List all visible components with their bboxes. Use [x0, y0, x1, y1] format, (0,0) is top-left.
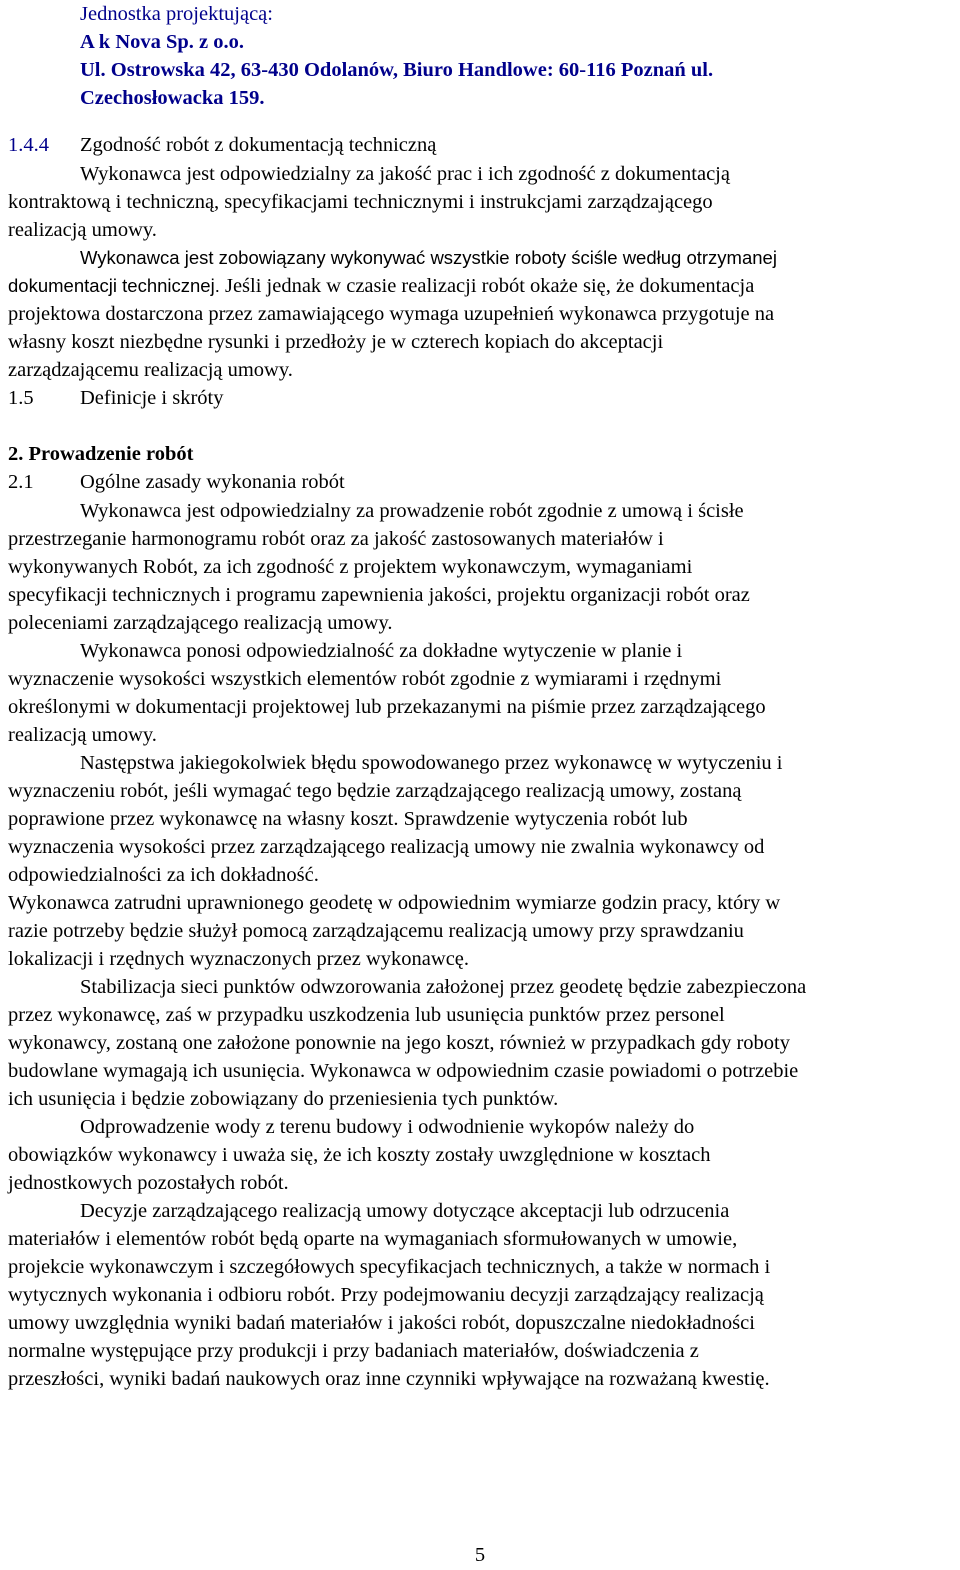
- paragraph-line: przez wykonawcę, zaś w przypadku uszkodzenia lub usunięcia punktów przez personel: [8, 1004, 725, 1026]
- header-label: Jednostka projektującą:: [80, 3, 273, 25]
- paragraph-line: Wykonawca jest odpowiedzialny za prowadzenie robót zgodnie z umową i ścisłe: [80, 500, 744, 522]
- paragraph-line: wytycznych wykonania i odbioru robót. Przy podejmowaniu decyzji zarządzający realizacją: [8, 1284, 764, 1306]
- paragraph-line: projekcie wykonawczym i szczegółowych specyfikacjach technicznych, a także w normach i: [8, 1256, 771, 1278]
- paragraph-line: przeszłości, wyniki badań naukowych oraz inne czynniki wpływające na rozważaną kwestię.: [8, 1368, 770, 1390]
- paragraph-line: realizacją umowy.: [8, 724, 157, 746]
- paragraph-line: Następstwa jakiegokolwiek błędu spowodowanego przez wykonawcę w wytyczeniu i: [80, 752, 783, 774]
- paragraph-line: specyfikacji technicznych i programu zapewnienia jakości, projektu organizacji robót oraz: [8, 584, 750, 606]
- paragraph-line: lokalizacji i rzędnych wyznaczonych przez wykonawcę.: [8, 948, 470, 970]
- paragraph-line: Wykonawca jest zobowiązany wykonywać wszystkie roboty ściśle według otrzymanej: [80, 247, 777, 268]
- header-address-line1: Ul. Ostrowska 42, 63-430 Odolanów, Biuro Handlowe: 60-116 Poznań ul.: [80, 59, 714, 81]
- section-2-1-number: 2.1: [8, 471, 34, 493]
- paragraph-line: przestrzeganie harmonogramu robót oraz za jakość zastosowanych materiałów i: [8, 528, 664, 550]
- header-address-line2: Czechosłowacka 159.: [80, 87, 265, 109]
- paragraph-line: odpowiedzialności za ich dokładność.: [8, 864, 319, 886]
- paragraph-line: wyznaczenie wysokości wszystkich elementów robót zgodnie z wymiarami i rzędnymi: [8, 668, 722, 690]
- paragraph-line: materiałów i elementów robót będą oparte na wymaganiach sformułowanych w umowie,: [8, 1228, 738, 1250]
- paragraph-line: razie potrzeby będzie służył pomocą zarządzającemu realizacją umowy przy sprawdzaniu: [8, 920, 744, 942]
- paragraph-line: poleceniami zarządzającego realizacją umowy.: [8, 612, 393, 634]
- section-2-heading: 2. Prowadzenie robót: [8, 443, 194, 465]
- paragraph-line: projektowa dostarczona przez zamawiającego wymaga uzupełnień wykonawca przygotuje na: [8, 303, 775, 325]
- section-1-4-4-title: Zgodność robót z dokumentacją techniczną: [80, 134, 437, 156]
- section-1-4-4-number: 1.4.4: [8, 134, 49, 156]
- paragraph-line: wyznaczeniu robót, jeśli wymagać tego będzie zarządzającego realizacją umowy, zostaną: [8, 780, 742, 802]
- paragraph-line: zarządzającemu realizacją umowy.: [8, 359, 293, 381]
- paragraph-line: normalne występujące przy produkcji i przy badaniach materiałów, doświadczenia z: [8, 1340, 699, 1362]
- paragraph-line: jednostkowych pozostałych robót.: [8, 1172, 289, 1194]
- section-1-5-title: Definicje i skróty: [80, 387, 224, 409]
- header-company: A k Nova Sp. z o.o.: [80, 31, 245, 53]
- paragraph-line: wykonawcy, zostaną one założone ponownie na jego koszt, również w przypadkach gdy roboty: [8, 1032, 790, 1054]
- paragraph-line: Odprowadzenie wody z terenu budowy i odwodnienie wykopów należy do: [80, 1116, 695, 1138]
- section-1-5-number: 1.5: [8, 387, 34, 409]
- paragraph-line-mixed: dokumentacji technicznej. Jeśli jednak w czasie realizacji robót okaże się, że dokumentacja: [8, 275, 755, 297]
- paragraph-line: wyznaczenia wysokości przez zarządzającego realizacją umowy nie zwalnia wykonawcy od: [8, 836, 765, 858]
- paragraph-line: Decyzje zarządzającego realizacją umowy dotyczące akceptacji lub odrzucenia: [80, 1200, 730, 1222]
- paragraph-line: Wykonawca zatrudni uprawnionego geodetę w odpowiednim wymiarze godzin pracy, który w: [8, 892, 781, 914]
- paragraph-line: obowiązków wykonawcy i uważa się, że ich koszty zostały uwzględnione w kosztach: [8, 1144, 711, 1166]
- paragraph-line: budowlane wymagają ich usunięcia. Wykonawca w odpowiednim czasie powiadomi o potrzebie: [8, 1060, 799, 1082]
- section-2-1-title: Ogólne zasady wykonania robót: [80, 471, 345, 493]
- paragraph-line: własny koszt niezbędne rysunki i przedłoży je w czterech kopiach do akceptacji: [8, 331, 664, 353]
- paragraph-line: Wykonawca ponosi odpowiedzialność za dokładne wytyczenie w planie i: [80, 640, 683, 662]
- paragraph-line: Stabilizacja sieci punktów odwzorowania założonej przez geodetę będzie zabezpieczona: [80, 976, 807, 998]
- paragraph-line: Wykonawca jest odpowiedzialny za jakość prac i ich zgodność z dokumentacją: [80, 163, 730, 185]
- paragraph-line: umowy uwzględnia wyniki badań materiałów i jakości robót, dopuszczalne niedokładności: [8, 1312, 755, 1334]
- paragraph-line: realizacją umowy.: [8, 219, 157, 241]
- page-number: 5: [474, 1544, 486, 1566]
- paragraph-line: ich usunięcia i będzie zobowiązany do przeniesienia tych punktów.: [8, 1088, 559, 1110]
- paragraph-line: wykonywanych Robót, za ich zgodność z projektem wykonawczym, wymaganiami: [8, 556, 693, 578]
- paragraph-line: określonymi w dokumentacji projektowej lub przekazanymi na piśmie przez zarządzającego: [8, 696, 766, 718]
- paragraph-line: kontraktową i techniczną, specyfikacjami technicznymi i instrukcjami zarządzającego: [8, 191, 713, 213]
- paragraph-line: poprawione przez wykonawcę na własny koszt. Sprawdzenie wytyczenia robót lub: [8, 808, 688, 830]
